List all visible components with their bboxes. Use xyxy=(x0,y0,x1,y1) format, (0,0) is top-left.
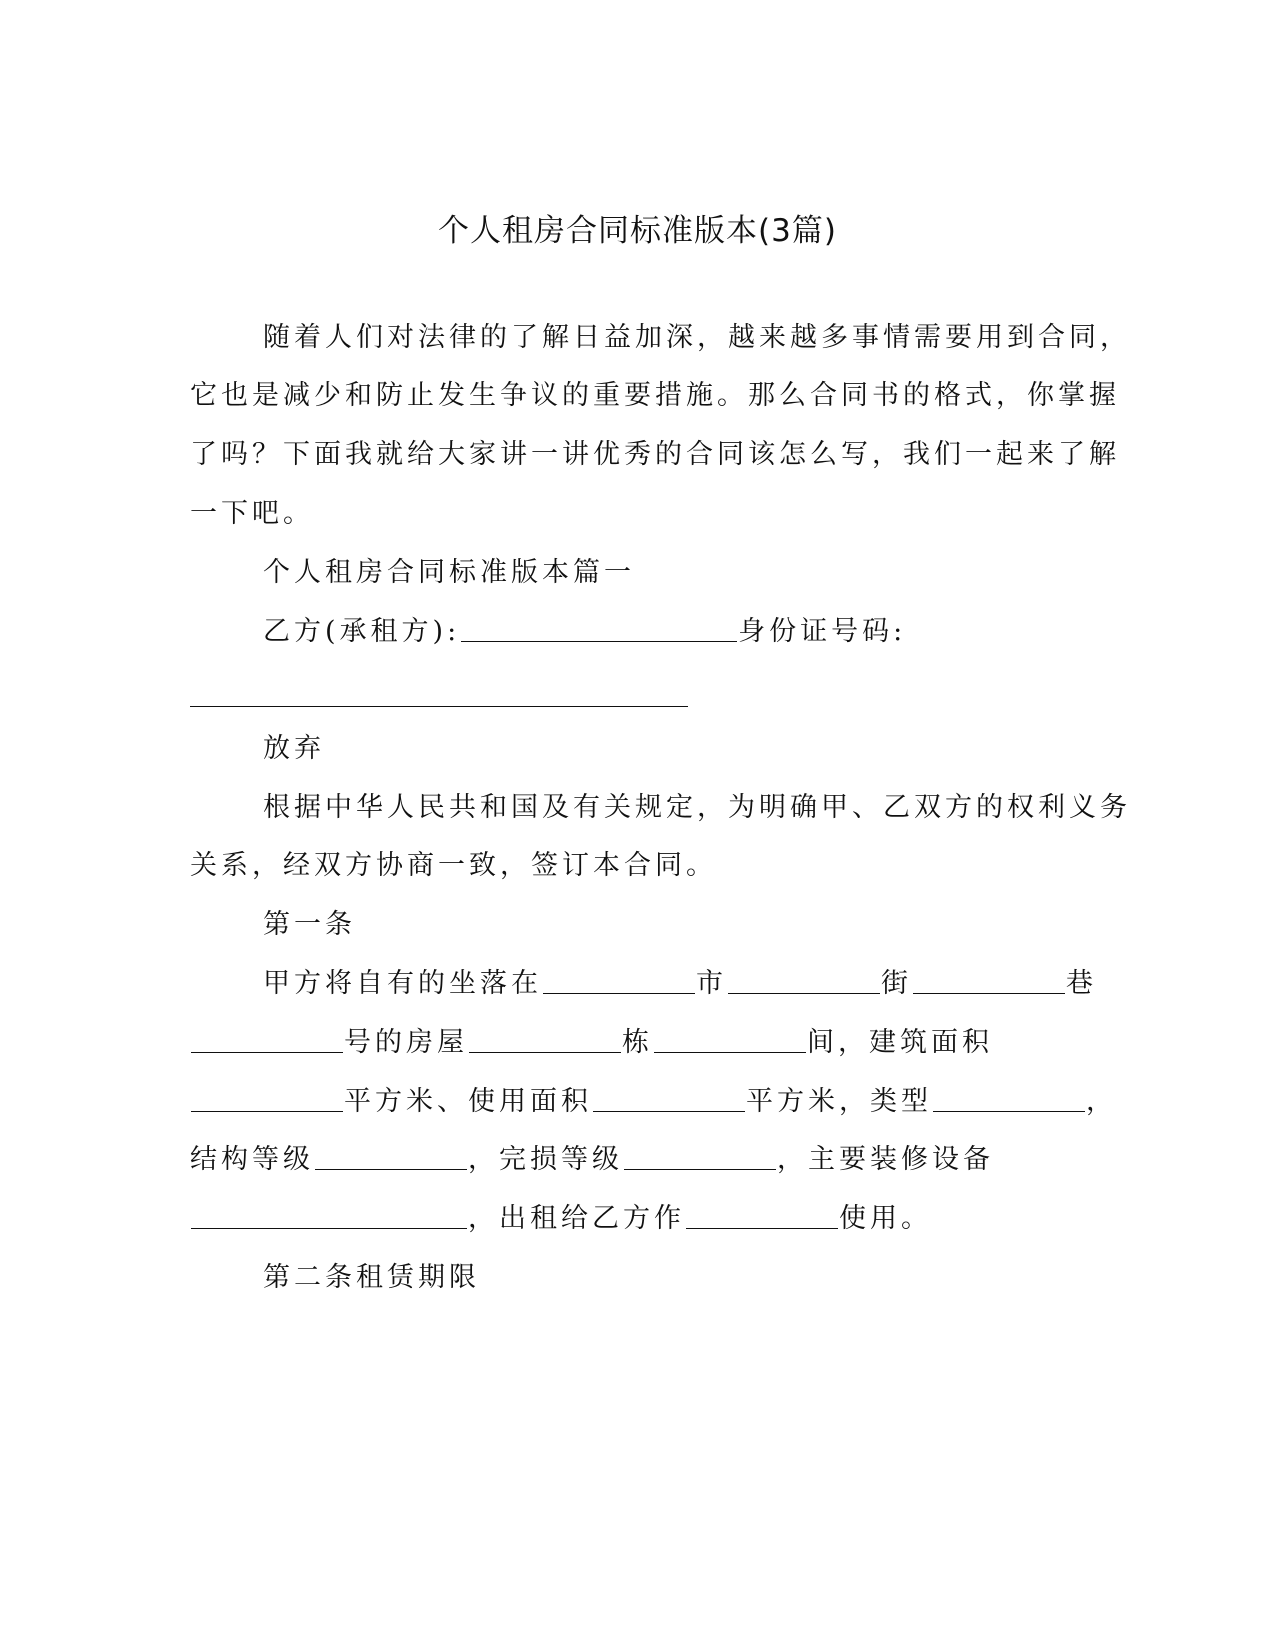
article1-text: ， xyxy=(1086,1086,1117,1117)
fill-blank xyxy=(686,1202,838,1229)
article1-text: 市 xyxy=(696,968,727,999)
fill-blank xyxy=(469,1026,621,1053)
intro-line-3: 了吗？下面我就给大家讲一讲优秀的合同该怎么写，我们一起来了解 xyxy=(190,439,1120,470)
fill-blank xyxy=(624,1143,776,1170)
id-number-label: 身份证号码: xyxy=(738,616,907,647)
article1-text: 号的房屋 xyxy=(344,1027,468,1058)
article1-text: 使用。 xyxy=(839,1203,932,1234)
waiver-text: 放弃 xyxy=(263,733,325,764)
id-number-blank xyxy=(190,706,688,707)
article1-text: 间，建筑面积 xyxy=(807,1027,993,1058)
article1-line-5 xyxy=(190,1201,1090,1237)
article1-line-1 xyxy=(263,966,1163,1002)
fill-blank xyxy=(315,1143,467,1170)
article1-text: 平方米、使用面积 xyxy=(344,1086,592,1117)
article1-line-3 xyxy=(190,1084,1117,1120)
article1-text: 结构等级 xyxy=(190,1144,314,1175)
intro-line-1: 随着人们对法律的了解日益加深，越来越多事情需要用到合同， xyxy=(263,322,1131,353)
preamble-line-2: 关系，经双方协商一致，签订本合同。 xyxy=(190,850,717,881)
article1-text: 甲方将自有的坐落在 xyxy=(263,968,542,999)
article2-heading: 第二条租赁期限 xyxy=(263,1262,480,1293)
article1-text: 街 xyxy=(881,968,912,999)
fill-blank xyxy=(191,1085,343,1112)
article1-heading: 第一条 xyxy=(263,909,356,940)
fill-blank xyxy=(728,967,880,994)
tenant-name-blank xyxy=(461,615,737,642)
intro-line-2: 它也是减少和防止发生争议的重要措施。那么合同书的格式，你掌握 xyxy=(190,380,1120,411)
article1-text: 平方米，类型 xyxy=(746,1086,932,1117)
article1-text: 栋 xyxy=(622,1027,653,1058)
article1-text: ，主要装修设备 xyxy=(777,1144,994,1175)
fill-blank xyxy=(191,1202,467,1229)
fill-blank xyxy=(593,1085,745,1112)
article1-text: ，出租给乙方作 xyxy=(468,1203,685,1234)
fill-blank xyxy=(191,1026,343,1053)
article1-line-2 xyxy=(190,1025,1090,1061)
intro-line-4: 一下吧。 xyxy=(190,498,314,529)
section-heading: 个人租房合同标准版本篇一 xyxy=(263,557,635,588)
tenant-line xyxy=(263,614,1163,650)
article1-line-4 xyxy=(190,1142,1090,1178)
preamble-line-1: 根据中华人民共和国及有关规定，为明确甲、乙双方的权利义务 xyxy=(263,792,1131,823)
article1-text: ，完损等级 xyxy=(468,1144,623,1175)
fill-blank xyxy=(913,967,1065,994)
tenant-label: 乙方(承租方): xyxy=(263,616,461,647)
fill-blank xyxy=(654,1026,806,1053)
fill-blank xyxy=(933,1085,1085,1112)
document-title: 个人租房合同标准版本(3篇) xyxy=(438,213,837,249)
fill-blank xyxy=(543,967,695,994)
article1-text: 巷 xyxy=(1066,968,1097,999)
